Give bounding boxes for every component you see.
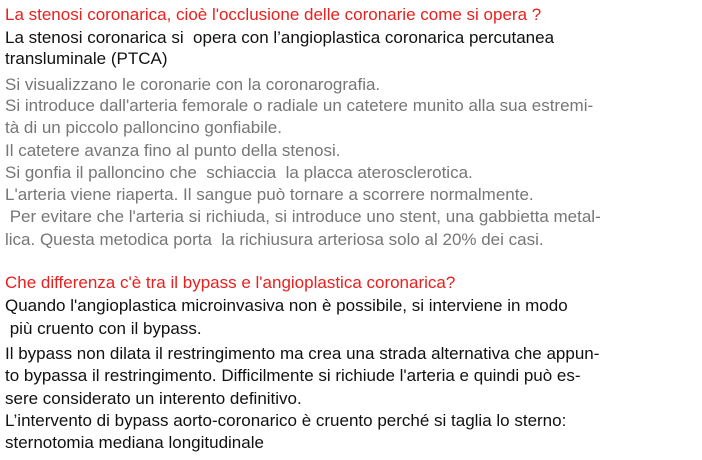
answer-line: più cruento con il bypass. xyxy=(5,319,202,338)
question-heading-stenosis: La stenosi coronarica, cioè l'occlusione delle coronarie come si opera ? xyxy=(5,5,542,24)
answer-line: Il bypass non dilata il restringimento ma crea una strada alternativa che appun- xyxy=(5,344,600,363)
question-heading-bypass: Che differenza c'è tra il bypass e l'angioplastica coronarica? xyxy=(5,273,456,292)
detail-line: Il catetere avanza fino al punto della stenosi. xyxy=(5,141,341,160)
detail-line: lica. Questa metodica porta la richiusura arteriosa solo al 20% dei casi. xyxy=(5,230,544,249)
answer-line: to bypassa il restringimento. Difficilmente si richiude l'arteria e quindi può es- xyxy=(5,366,581,385)
answer-line: sere considerato un interento definitivo. xyxy=(5,389,302,408)
detail-line: Si introduce dall'arteria femorale o radiale un catetere munito alla sua estremi- xyxy=(5,96,594,115)
detail-line: tà di un piccolo palloncino gonfiabile. xyxy=(5,118,282,137)
answer-line: sternotomia mediana longitudinale xyxy=(5,433,264,452)
answer-line: L’intervento di bypass aorto-coronarico è cruento perché si taglia lo sterno: xyxy=(5,411,567,430)
answer-line: Quando l'angioplastica microinvasiva non è possibile, si interviene in modo xyxy=(5,296,568,315)
detail-line: L'arteria viene riaperta. Il sangue può tornare a scorrere normalmente. xyxy=(5,185,534,204)
answer-line: La stenosi coronarica si opera con l’angioplastica coronarica percutanea xyxy=(5,28,555,47)
detail-line: Si visualizzano le coronarie con la coronarografia. xyxy=(5,75,381,94)
answer-line: transluminale (PTCA) xyxy=(5,49,168,68)
detail-line: Per evitare che l'arteria si richiuda, si introduce uno stent, una gabbietta metal- xyxy=(5,207,601,226)
detail-line: Si gonfia il palloncino che schiaccia la placca aterosclerotica. xyxy=(5,163,473,182)
